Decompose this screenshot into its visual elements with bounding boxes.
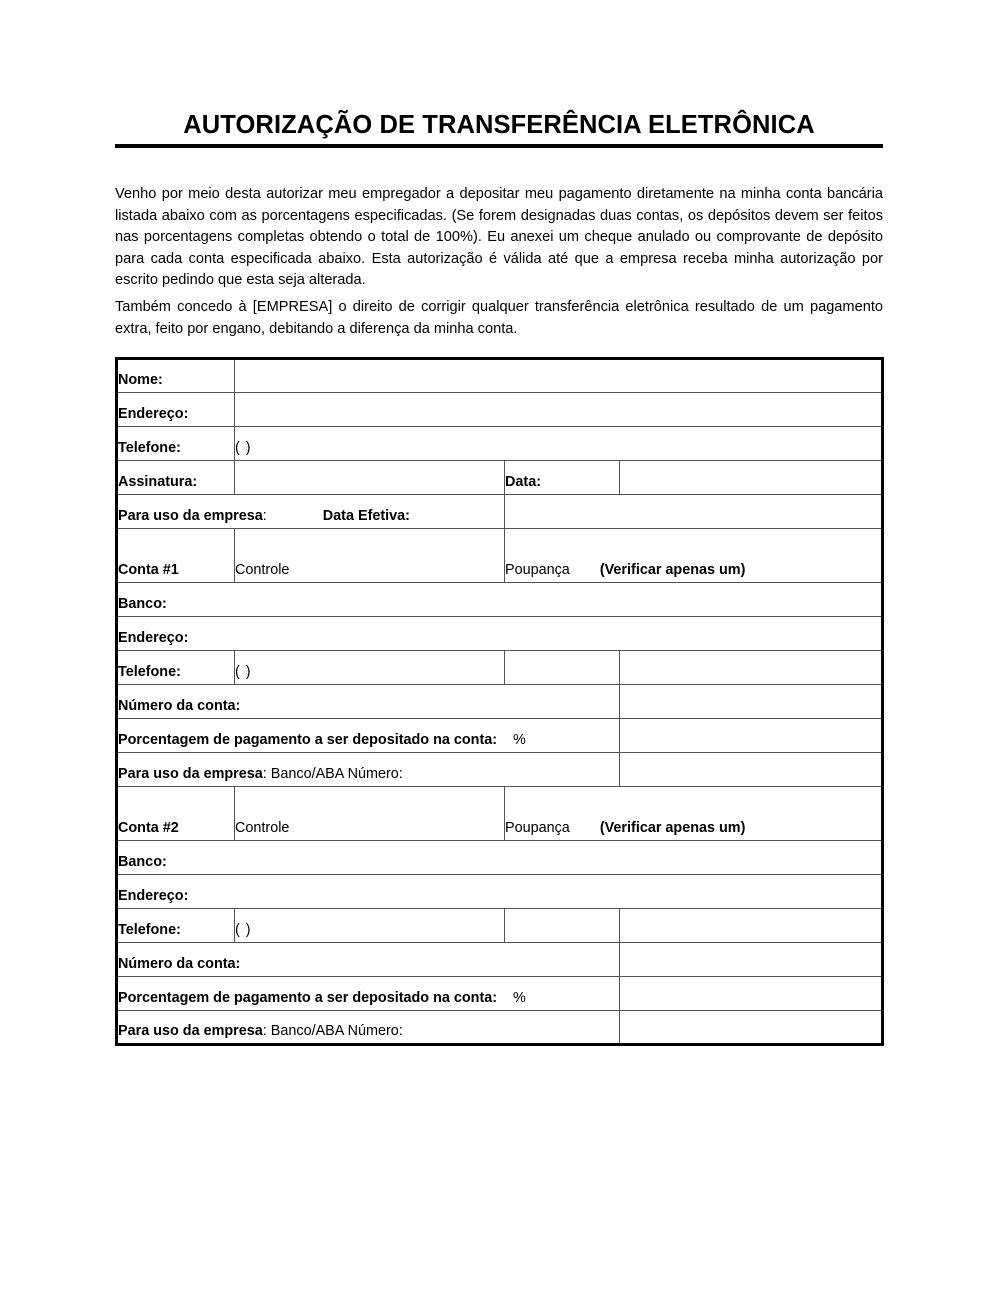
account2-company-aba-label — [117, 1011, 620, 1045]
phone-field[interactable]: ( ) — [235, 427, 883, 461]
table-row-account2-number — [117, 943, 883, 977]
account2-percentage-label — [117, 977, 620, 1011]
intro-paragraph-2-text: Também concedo à [EMPRESA] o direito de corrigir qualquer transferência eletrônica resultado de um pagamento extra, feito por engano, debitando a diferença da minha conta. — [115, 299, 883, 337]
account2-percent-symbol: % — [513, 990, 526, 1006]
company-use-colon: : — [262, 508, 267, 524]
table-row-account2-company-aba — [117, 1011, 883, 1045]
account1-number-field[interactable] — [620, 685, 883, 719]
signature-field[interactable] — [235, 461, 505, 495]
account1-savings-option[interactable] — [505, 529, 883, 583]
account1-address-label[interactable]: Endereço: — [117, 617, 883, 651]
account1-company-aba-label — [117, 753, 620, 787]
account2-bank-label[interactable]: Banco: — [117, 841, 883, 875]
intro-paragraph-1-text: Venho por meio desta autorizar meu empregador a depositar meu pagamento diretamente na minha conta bancária listada abaixo com as porcentagens especificadas. (Se forem designadas duas contas, os depósitos devem ser feitos nas porcentagens completas obtendo o total de 100%). Eu anexei um cheque anulado ou comprovante de depósito para cada conta especificada abaixo. Esta autorização é válida até que a empresa receba minha autorização por escrito pedindo que esta seja alterada. — [115, 186, 883, 288]
company-use-effective-date-label — [117, 495, 505, 529]
table-row-name — [117, 359, 883, 393]
date-label: Data: — [505, 461, 620, 495]
account1-label: Conta #1 — [117, 529, 235, 583]
account2-label: Conta #2 — [117, 787, 235, 841]
table-row-account2-address — [117, 875, 883, 909]
account2-phone-field[interactable]: ( ) — [235, 909, 505, 943]
name-field[interactable] — [235, 359, 883, 393]
account2-number-field[interactable] — [620, 943, 883, 977]
phone-label: Telefone: — [117, 427, 235, 461]
account1-phone-far-cell[interactable] — [620, 651, 883, 685]
account2-bank-aba-field[interactable] — [620, 1011, 883, 1045]
account2-checking-option[interactable]: Controle — [235, 787, 505, 841]
table-row-phone — [117, 427, 883, 461]
account2-percentage-field[interactable] — [620, 977, 883, 1011]
account2-savings-label: Poupança — [505, 820, 570, 836]
name-label: Nome: — [117, 359, 235, 393]
account1-phone-label: Telefone: — [117, 651, 235, 685]
effective-date-label: Data Efetiva: — [322, 508, 410, 524]
account1-check-one-note: (Verificar apenas um) — [599, 562, 746, 578]
account2-bank-aba-label: Banco/ABA Número: — [270, 1023, 403, 1039]
title-underline-rule — [115, 144, 883, 148]
account1-number-label: Número da conta: — [117, 685, 620, 719]
signature-label: Assinatura: — [117, 461, 235, 495]
table-row-signature — [117, 461, 883, 495]
address-field[interactable] — [235, 393, 883, 427]
table-row-account2-percentage — [117, 977, 883, 1011]
account1-phone-field[interactable]: ( ) — [235, 651, 505, 685]
intro-paragraph-2 — [115, 297, 883, 340]
effective-date-field[interactable] — [505, 495, 883, 529]
account1-savings-label: Poupança — [505, 562, 570, 578]
table-row-company-use-effective-date — [117, 495, 883, 529]
page-title: AUTORIZAÇÃO DE TRANSFERÊNCIA ELETRÔNICA — [183, 111, 815, 139]
table-row-account1-company-aba — [117, 753, 883, 787]
account1-company-use-colon: : — [262, 766, 267, 782]
account2-phone-far-cell[interactable] — [620, 909, 883, 943]
account1-bank-aba-label: Banco/ABA Número: — [270, 766, 403, 782]
table-row-account1-address — [117, 617, 883, 651]
account2-company-use-prefix: Para uso da empresa — [118, 1023, 263, 1039]
table-row-account1-percentage — [117, 719, 883, 753]
account1-phone-extra-cell[interactable] — [505, 651, 620, 685]
account2-check-one-note: (Verificar apenas um) — [599, 820, 746, 836]
table-row-account1-type — [117, 529, 883, 583]
table-row-account2-bank — [117, 841, 883, 875]
address-label: Endereço: — [117, 393, 235, 427]
account1-percentage-field[interactable] — [620, 719, 883, 753]
table-row-account2-phone — [117, 909, 883, 943]
account2-company-use-colon: : — [262, 1023, 267, 1039]
account1-percentage-label — [117, 719, 620, 753]
account2-savings-option[interactable] — [505, 787, 883, 841]
table-row-account1-phone — [117, 651, 883, 685]
account2-phone-label: Telefone: — [117, 909, 235, 943]
table-row-account2-type — [117, 787, 883, 841]
intro-paragraph-1 — [115, 184, 883, 292]
table-row-address — [117, 393, 883, 427]
account1-percentage-text: Porcentagem de pagamento a ser depositado na conta: — [118, 732, 498, 748]
table-row-account1-number — [117, 685, 883, 719]
account1-checking-option[interactable]: Controle — [235, 529, 505, 583]
account2-address-label[interactable]: Endereço: — [117, 875, 883, 909]
authorization-form-table — [115, 357, 884, 1046]
account1-percent-symbol: % — [513, 732, 526, 748]
table-row-account1-bank — [117, 583, 883, 617]
date-field[interactable] — [620, 461, 883, 495]
account1-company-use-prefix: Para uso da empresa — [118, 766, 263, 782]
title-block — [115, 110, 883, 148]
company-use-prefix: Para uso da empresa — [118, 508, 263, 524]
account2-number-label: Número da conta: — [117, 943, 620, 977]
account1-bank-aba-field[interactable] — [620, 753, 883, 787]
account2-percentage-text: Porcentagem de pagamento a ser depositado na conta: — [118, 990, 498, 1006]
account1-bank-label[interactable]: Banco: — [117, 583, 883, 617]
account2-phone-extra-cell[interactable] — [505, 909, 620, 943]
